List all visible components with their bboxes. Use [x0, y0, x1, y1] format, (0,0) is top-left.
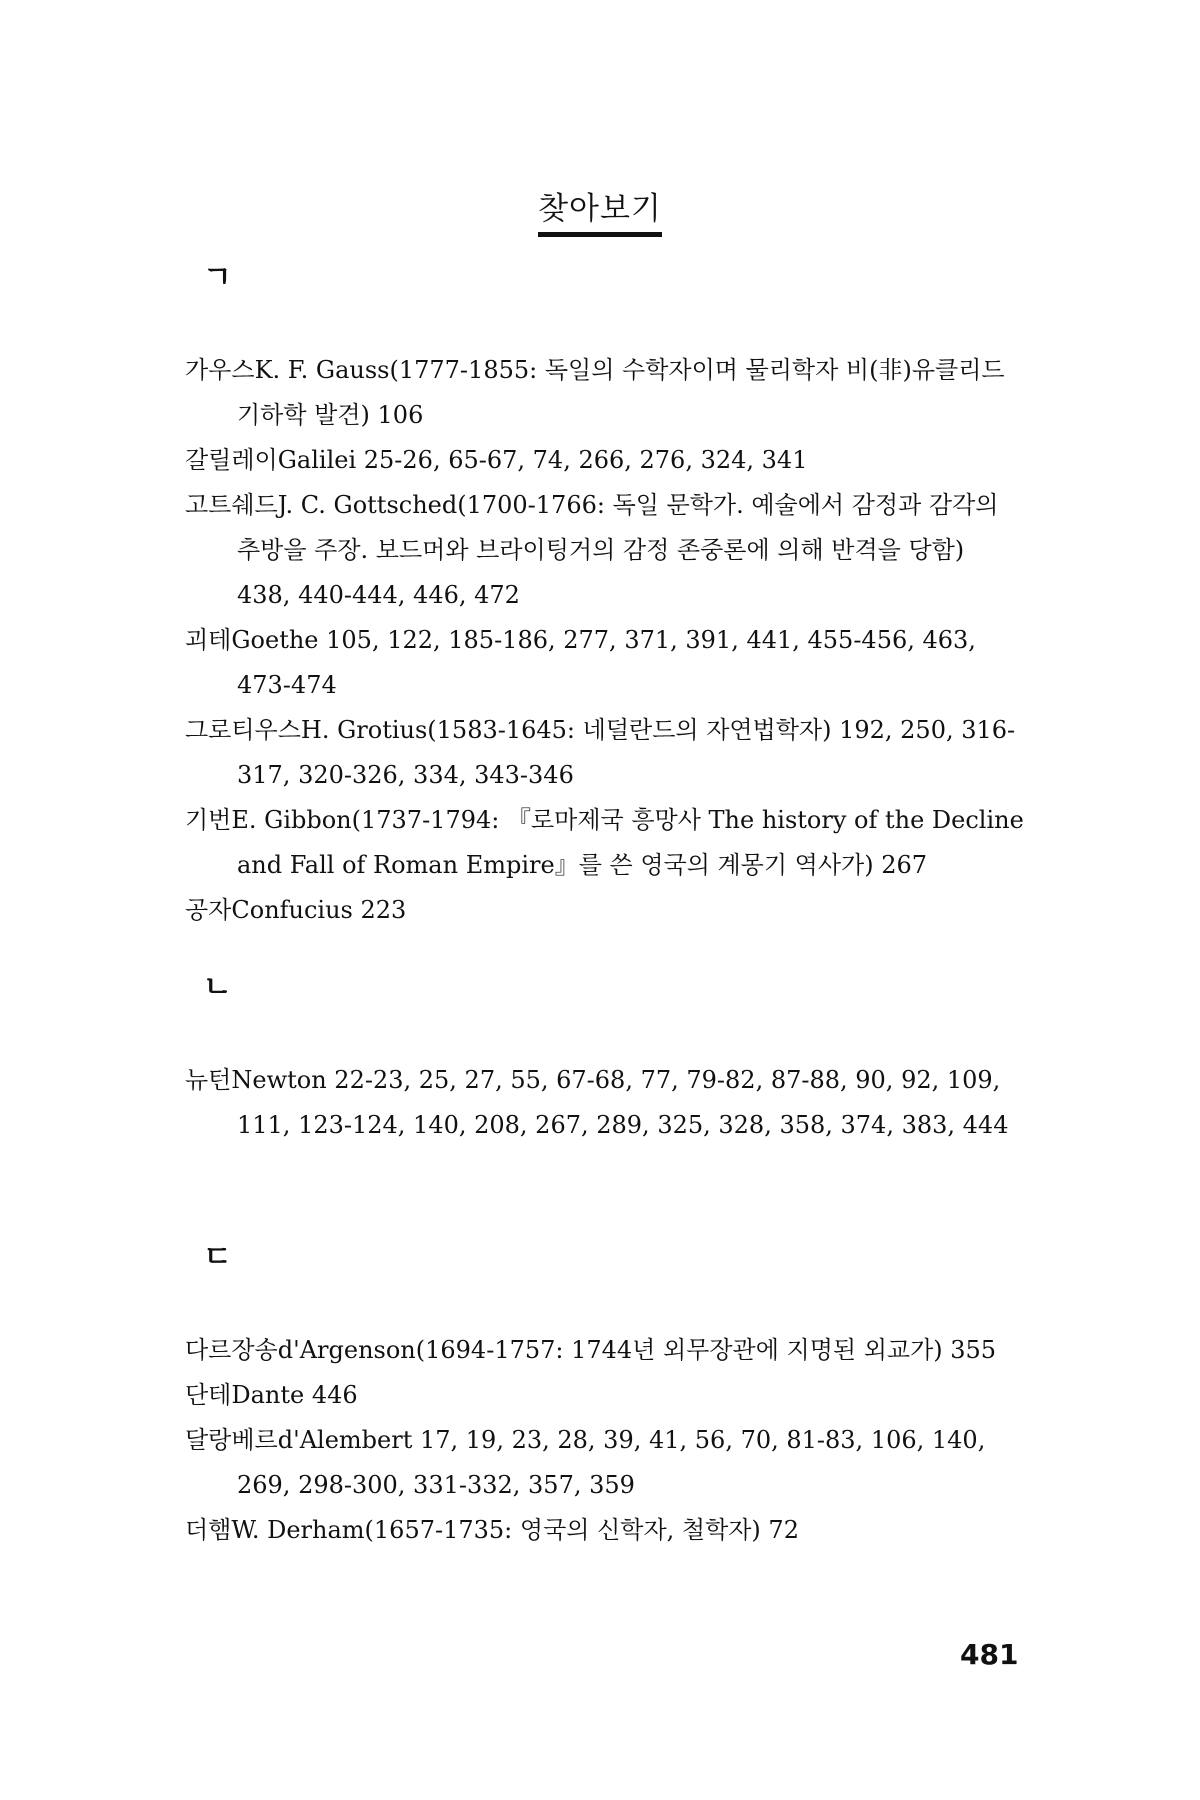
page-number: 481: [960, 1638, 1019, 1671]
entry-text: J. C. Gottsched(1700-1766: 독일 문학가. 예술에서 감정과 감각의 추방을 주장. 보드머와 브라이팅거의 감정 존중론에 의해 반격을 당함) 438, 440-444, 446, 472: [237, 491, 999, 609]
index-entry: [185, 618, 1025, 708]
index-entry: [185, 798, 1025, 888]
entry-name: 공자: [185, 896, 232, 924]
entry-text: E. Gibbon(1737-1794: 『로마제국 흥망사 The history of the Decline and Fall of Roman Empire』를 쓴 영국의 계몽기 역사가) 267: [231, 806, 1024, 879]
index-entry: [185, 483, 1025, 618]
section-letter: ㄴ: [203, 970, 232, 1005]
entry-name: 달랑베르: [185, 1426, 278, 1454]
entry-text: d'Alembert 17, 19, 23, 28, 39, 41, 56, 70, 81-83, 106, 140, 269, 298-300, 331-332, 357, 359: [237, 1426, 986, 1499]
section-letter: ㄷ: [203, 1240, 232, 1275]
entry-name: 고트쉐드: [185, 491, 278, 519]
page-title: 찾아보기: [538, 183, 662, 237]
entry-text: Goethe 105, 122, 185-186, 277, 371, 391, 441, 455-456, 463, 473-474: [231, 626, 976, 699]
index-entry: [185, 1328, 1025, 1373]
entry-text: d'Argenson(1694-1757: 1744년 외무장관에 지명된 외교가) 355: [277, 1336, 997, 1364]
index-entry: [185, 1418, 1025, 1508]
index-entry: [185, 1508, 1025, 1553]
index-section-digeut: [185, 1238, 1025, 1553]
entry-name: 단테: [185, 1381, 232, 1409]
entry-name: 갈릴레이: [185, 446, 278, 474]
entry-text: H. Grotius(1583-1645: 네덜란드의 자연법학자) 192, 250, 316-317, 320-326, 334, 343-346: [237, 716, 1016, 789]
index-entry: [185, 348, 1025, 438]
entry-text: W. Derham(1657-1735: 영국의 신학자, 철학자) 72: [231, 1516, 799, 1544]
entry-name: 다르장송: [185, 1336, 278, 1364]
index-section-giyeok: [185, 258, 1025, 933]
entry-text: Dante 446: [231, 1381, 358, 1409]
entry-name: 더햄: [185, 1516, 232, 1544]
entry-name: 괴테: [185, 626, 232, 654]
index-entry: [185, 1058, 1025, 1148]
entry-text: Newton 22-23, 25, 27, 55, 67-68, 77, 79-82, 87-88, 90, 92, 109, 111, 123-124, 140, 208, 267, 289, 325, 328, 358, 374, 383, 444: [231, 1066, 1009, 1139]
entry-name: 뉴턴: [185, 1066, 232, 1094]
index-entry: [185, 1373, 1025, 1418]
entry-name: 기번: [185, 806, 232, 834]
index-entry: [185, 438, 1025, 483]
entry-text: Galilei 25-26, 65-67, 74, 266, 276, 324, 341: [277, 446, 808, 474]
section-letter: ㄱ: [203, 260, 232, 295]
entry-name: 가우스: [185, 356, 255, 384]
entry-text: Confucius 223: [231, 896, 407, 924]
index-entry: [185, 708, 1025, 798]
entry-text: K. F. Gauss(1777-1855: 독일의 수학자이며 물리학자 비(非)유클리드 기하학 발견) 106: [237, 356, 1005, 429]
title-area: [0, 183, 1200, 237]
index-entry: [185, 888, 1025, 933]
index-section-nieun: [185, 968, 1025, 1148]
entry-name: 그로티우스: [185, 716, 301, 744]
